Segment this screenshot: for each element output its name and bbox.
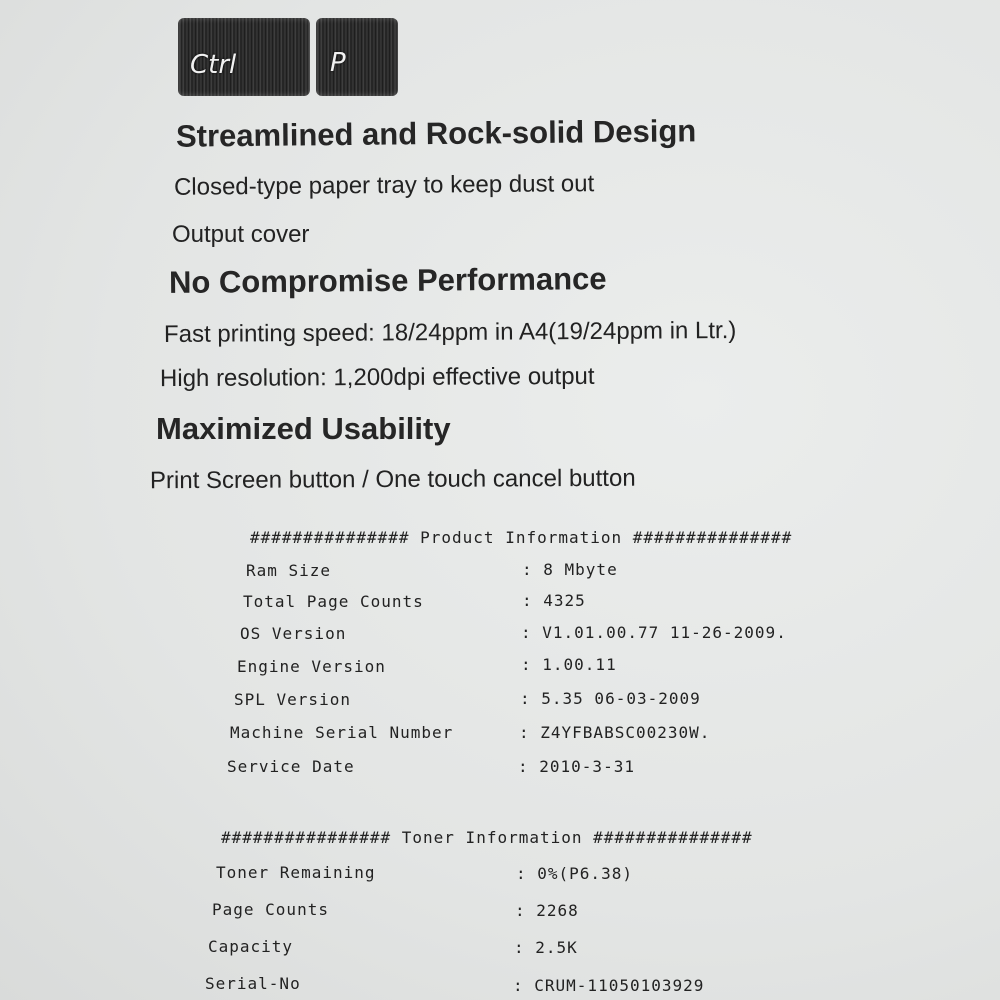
info-label: Ram Size [246, 561, 332, 580]
info-value: : Z4YFBABSC00230W. [519, 723, 711, 742]
info-label: OS Version [240, 624, 347, 643]
info-value: : 2010-3-31 [518, 757, 635, 776]
toner-label: Serial-No [205, 974, 301, 993]
section-heading-performance: No Compromise Performance [168, 261, 607, 300]
p-key-logo [316, 18, 398, 96]
info-label: Machine Serial Number [230, 723, 454, 742]
info-label: Engine Version [237, 657, 386, 676]
toner-value: : 0%(P6.38) [516, 864, 633, 883]
toner-value: : 2.5K [514, 938, 578, 957]
toner-value: : CRUM-11050103929 [513, 976, 705, 995]
toner-label: Page Counts [212, 900, 329, 919]
info-value: : 4325 [522, 591, 586, 610]
info-label: Service Date [227, 757, 355, 776]
feature-printing-speed: Fast printing speed: 18/24ppm in A4(19/24ppm in Ltr.) [163, 317, 737, 348]
toner-value: : 2268 [515, 901, 579, 920]
ctrl-key-label: Ctrl [190, 50, 237, 80]
feature-paper-tray: Closed-type paper tray to keep dust out [173, 170, 595, 201]
section-heading-design: Streamlined and Rock-solid Design [175, 113, 697, 154]
info-label: SPL Version [234, 690, 351, 709]
feature-resolution: High resolution: 1,200dpi effective output [159, 362, 595, 393]
info-value: : 8 Mbyte [522, 560, 618, 579]
feature-output-cover: Output cover [172, 221, 310, 248]
info-value: : 1.00.11 [521, 655, 617, 674]
toner-label: Capacity [208, 937, 294, 956]
info-label: Total Page Counts [243, 592, 424, 611]
toner-info-header: ################ Toner Information ############### [221, 828, 753, 847]
info-value: : V1.01.00.77 11-26-2009. [521, 623, 787, 642]
ctrl-key-logo [178, 18, 310, 96]
info-value: : 5.35 06-03-2009 [520, 689, 701, 708]
section-heading-usability: Maximized Usability [156, 411, 451, 446]
toner-label: Toner Remaining [216, 863, 376, 882]
product-info-header: ############### Product Information ############### [250, 528, 793, 547]
p-key-label: P [330, 48, 346, 78]
feature-buttons: Print Screen button / One touch cancel button [149, 464, 636, 495]
